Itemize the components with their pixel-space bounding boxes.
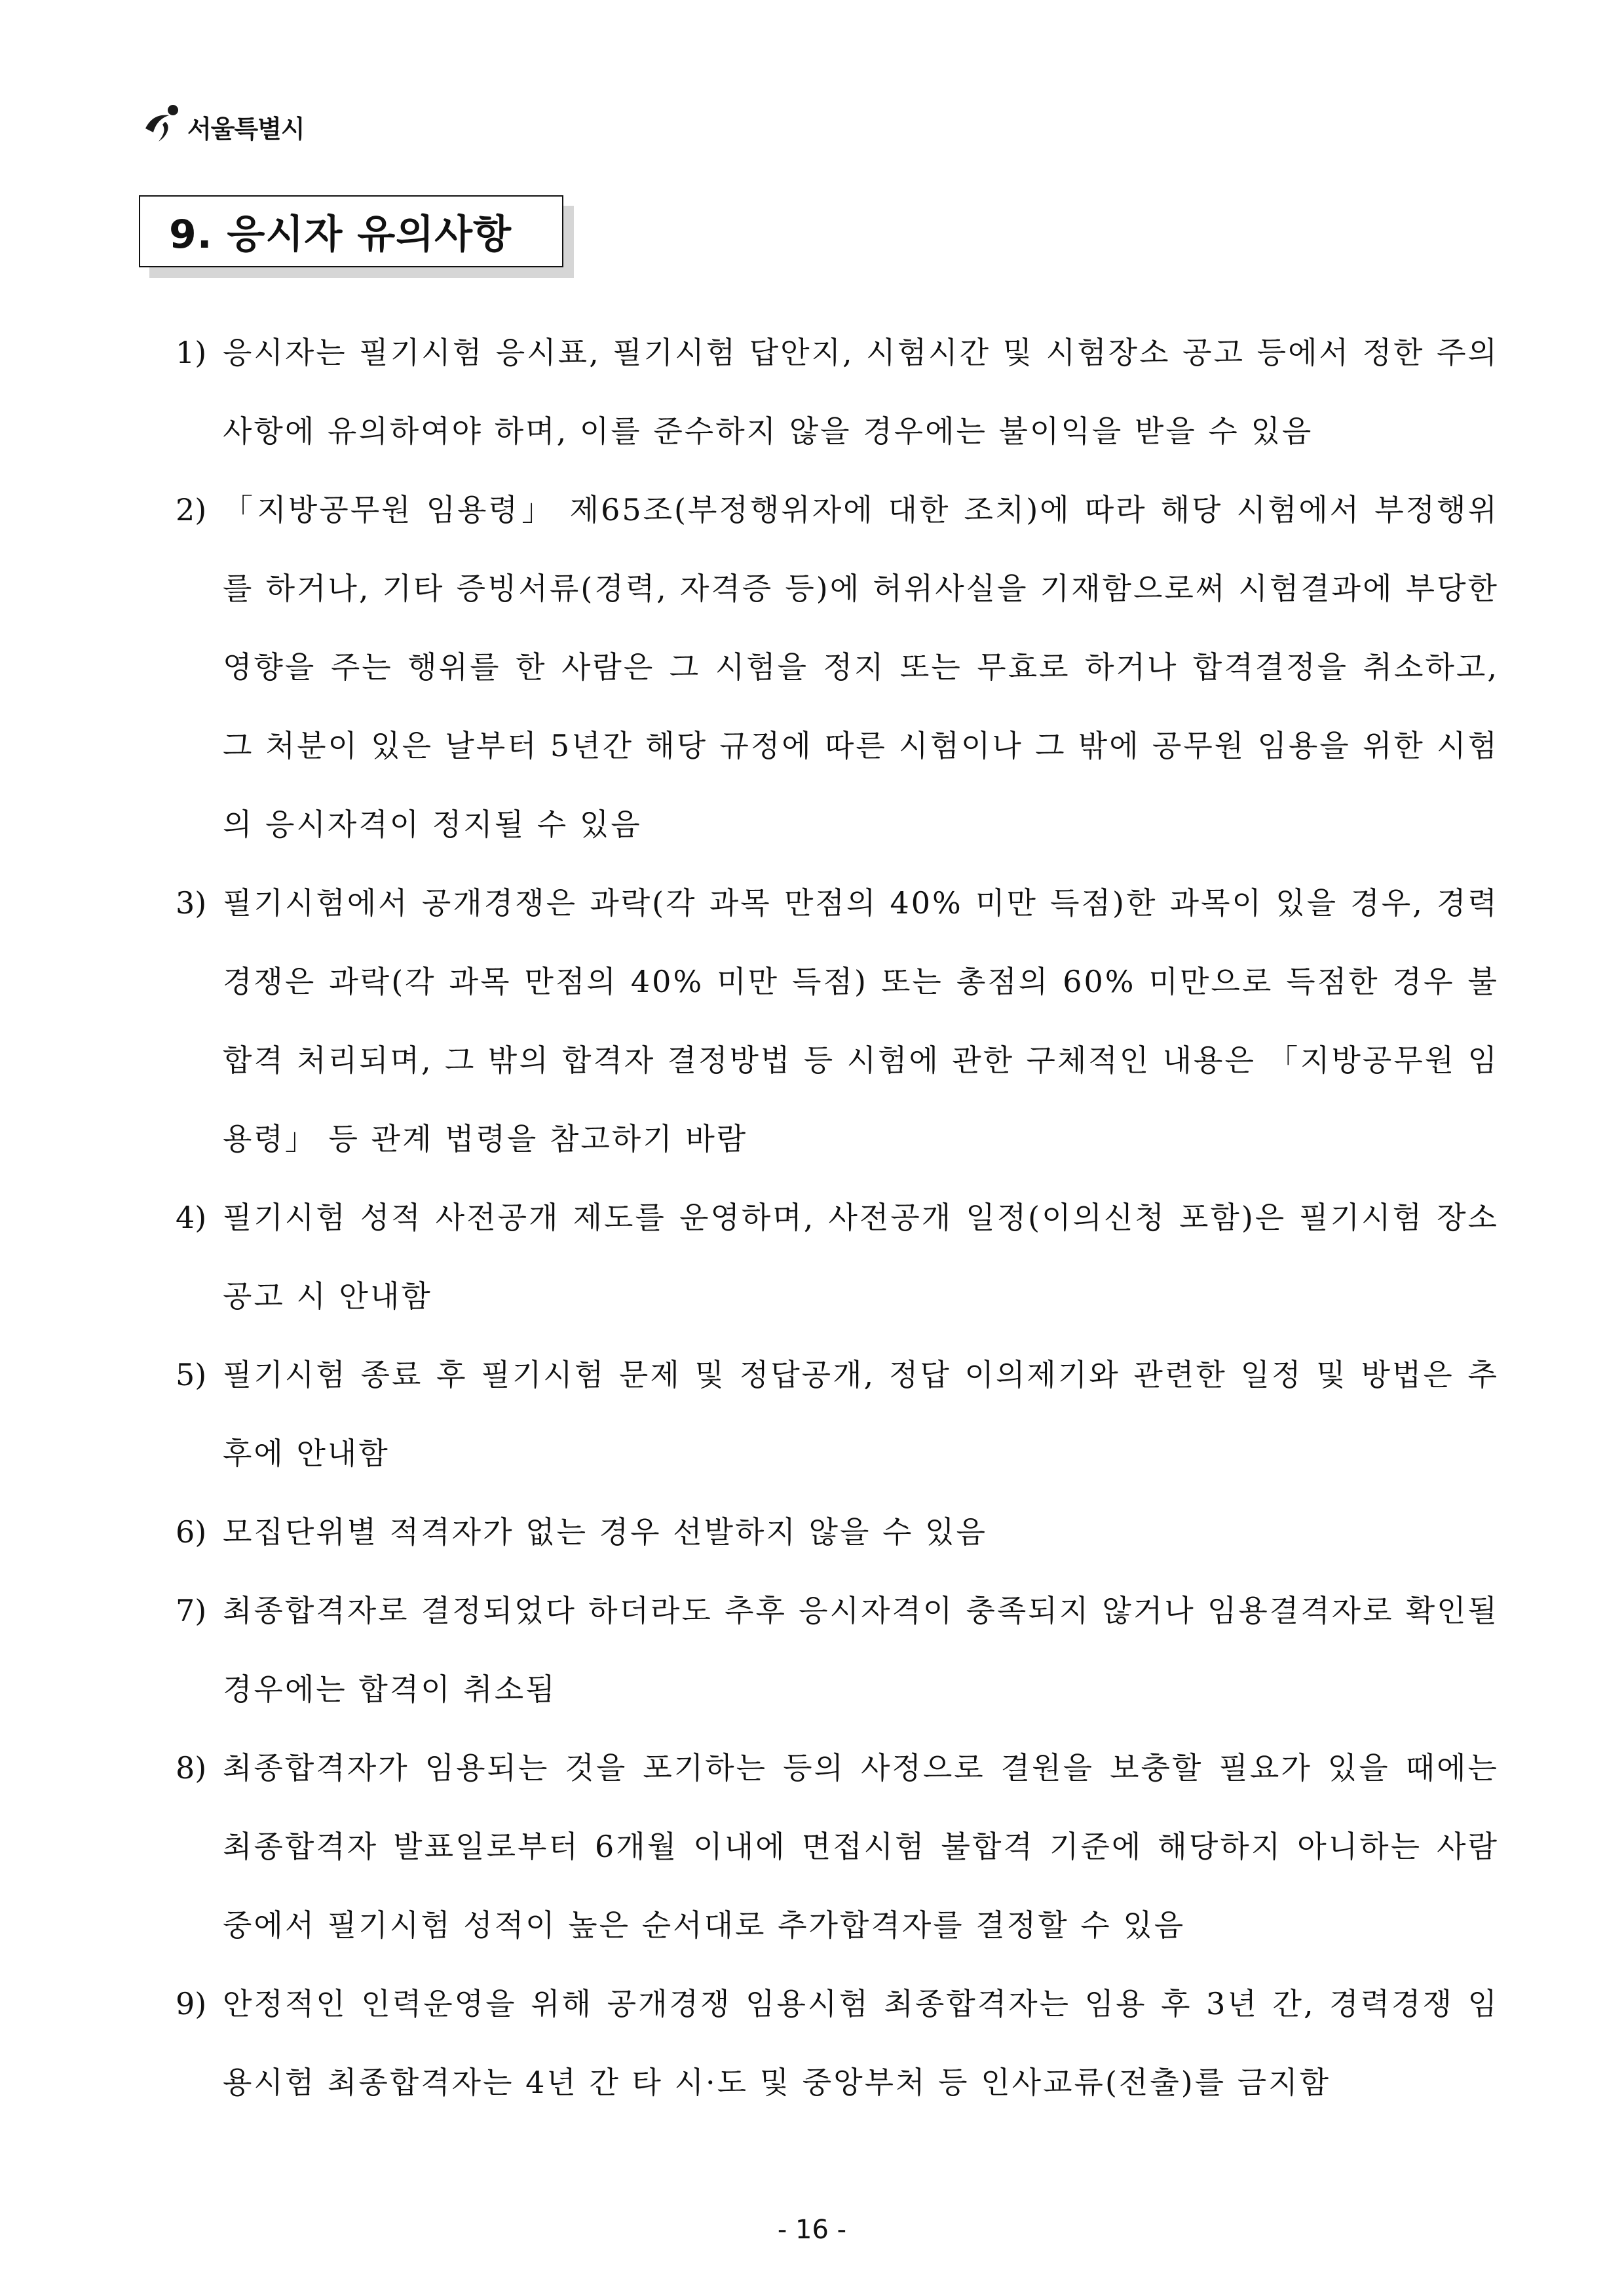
list-item [176, 470, 1499, 864]
seoul-logo-icon [139, 98, 186, 145]
item-number: 3) [176, 885, 207, 921]
title-frame [139, 195, 563, 267]
list-item [176, 1729, 1499, 1964]
item-number: 4) [176, 1200, 207, 1235]
section-title: 9. 응시자 유의사항 [169, 212, 512, 258]
notice-list [176, 313, 1499, 2122]
item-number: 5) [176, 1357, 207, 1392]
item-number: 1) [176, 335, 207, 370]
list-item [176, 313, 1499, 470]
item-text: 「지방공무원 임용령」 제65조(부정행위자에 대한 조치)에 따라 해당 시험에서 부정행위를 하거나, 기타 증빙서류(경력, 자격증 등)에 허위사실을 기재함으로써 시험결과에 부당한 영향을 주는 행위를 한 사람은 그 시험을 정지 또는 무효로 하거나 합격결정을 취소하고, 그 처분이 있은 날부터 5년간 해당 규정에 따른 시험이나 그 밖에 공무원 임용을 위한 시험의 응시자격이 정지될 수 있음 [223, 492, 1499, 842]
list-item [176, 1964, 1499, 2122]
header-logo [139, 98, 305, 145]
list-item [176, 1493, 1499, 1571]
item-number: 9) [176, 1986, 207, 2021]
org-name: 서울특별시 [187, 114, 305, 144]
item-number: 7) [176, 1593, 207, 1628]
item-text: 최종합격자로 결정되었다 하더라도 추후 응시자격이 충족되지 않거나 임용결격자로 확인될 경우에는 합격이 취소됨 [223, 1593, 1499, 1707]
item-text: 최종합격자가 임용되는 것을 포기하는 등의 사정으로 결원을 보충할 필요가 있을 때에는 최종합격자 발표일로부터 6개월 이내에 면접시험 불합격 기준에 해당하지 아니하는 사람 중에서 필기시험 성적이 높은 순서대로 추가합격자를 결정할 수 있음 [223, 1750, 1499, 1943]
page-number: - 16 - [777, 2215, 847, 2245]
item-number: 6) [176, 1514, 207, 1550]
item-text: 응시자는 필기시험 응시표, 필기시험 답안지, 시험시간 및 시험장소 공고 등에서 정한 주의사항에 유의하여야 하며, 이를 준수하지 않을 경우에는 불이익을 받을 수 있음 [223, 335, 1499, 449]
item-text: 필기시험 성적 사전공개 제도를 운영하며, 사전공개 일정(이의신청 포함)은 필기시험 장소 공고 시 안내함 [223, 1200, 1499, 1314]
item-number: 8) [176, 1750, 207, 1786]
list-item [176, 1178, 1499, 1335]
item-text: 모집단위별 적격자가 없는 경우 선발하지 않을 수 있음 [223, 1514, 987, 1550]
list-item [176, 864, 1499, 1178]
item-number: 2) [176, 492, 207, 527]
list-item [176, 1335, 1499, 1493]
list-item [176, 1571, 1499, 1729]
item-text: 필기시험 종료 후 필기시험 문제 및 정답공개, 정답 이의제기와 관련한 일정 및 방법은 추후에 안내함 [223, 1357, 1499, 1471]
section-title-box [139, 195, 563, 267]
item-text: 안정적인 인력운영을 위해 공개경쟁 임용시험 최종합격자는 임용 후 3년 간, 경력경쟁 임용시험 최종합격자는 4년 간 타 시·도 및 중앙부처 등 인사교류(전출)를 금지함 [223, 1986, 1499, 2100]
item-text: 필기시험에서 공개경쟁은 과락(각 과목 만점의 40% 미만 득점)한 과목이 있을 경우, 경력경쟁은 과락(각 과목 만점의 40% 미만 득점) 또는 총점의 60% 미만으로 득점한 경우 불합격 처리되며, 그 밖의 합격자 결정방법 등 시험에 관한 구체적인 내용은 「지방공무원 임용령」 등 관계 법령을 참고하기 바람 [223, 885, 1499, 1157]
